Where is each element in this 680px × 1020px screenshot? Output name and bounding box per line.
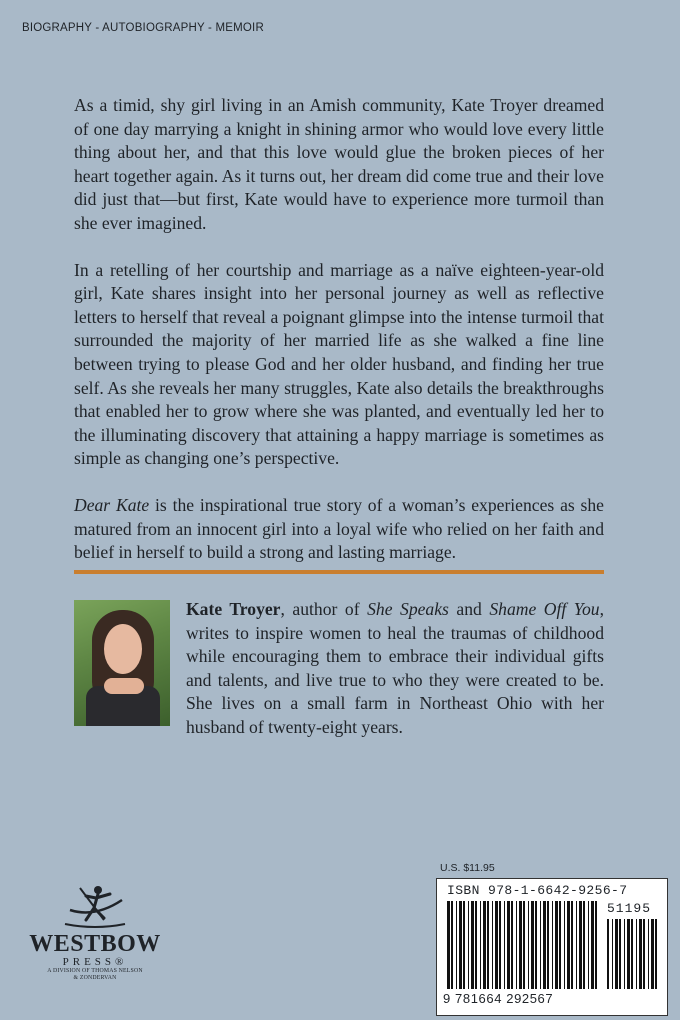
blurb-paragraph-2: In a retelling of her courtship and marriage as a naïve eighteen-year-old girl, Kate shares insight into her personal journey as well as reflective letters to herself that reveal a poignant glimpse into the intense turmoil that surrounded the majority of her married life as she walked a fine line between trying to please God and her older husband, and finding her true self. As she reveals her many struggles, Kate also details the breakthroughs that enabled her to grow where she was planted, and eventually led her to the illuminating discovery that attaining a happy marriage is sometimes as simple as changing one’s perspective. <box>74 259 604 469</box>
divider-rule <box>74 570 604 574</box>
archer-icon <box>60 880 130 930</box>
other-book-2: Shame Off You <box>489 599 600 619</box>
back-cover-blurb <box>74 94 604 588</box>
other-book-1: She Speaks <box>367 599 449 619</box>
category-label: BIOGRAPHY - AUTOBIOGRAPHY - MEMOIR <box>22 22 264 34</box>
barcode-supplement: 51195 <box>607 901 652 916</box>
blurb-paragraph-3-text: is the inspirational true story of a woman’s experiences as she matured from an innocent girl into a loyal wife who relied on her faith and belief in herself to build a strong and lasting marriage. <box>74 494 604 563</box>
book-title: Dear Kate <box>74 494 150 515</box>
isbn-barcode <box>436 878 668 1016</box>
publisher-division-1: A DIVISION OF THOMAS NELSON <box>47 968 143 974</box>
author-bio: Kate Troyer, author of She Speaks and Shame Off You, writes to inspire women to heal the traumas of childhood while encouraging them to embrace their individual gifts and talents, and live true to who they were created to be. She lives on a small farm in Northeast Ohio with her husband of twenty-eight years. <box>186 599 604 737</box>
blurb-paragraph-3 <box>74 494 604 565</box>
publisher-logo <box>20 880 170 1000</box>
barcode-bars <box>447 901 599 991</box>
publisher-brand: WESTBOW <box>29 931 161 957</box>
publisher-press: PRESS® <box>62 956 128 968</box>
blurb-paragraph-1: As a timid, shy girl living in an Amish community, Kate Troyer dreamed of one day marrying a knight in shining armor who would love every little thing about her, and that this love would glue the broken pieces of her heart together again. As it turns out, her dream did come true and their love did just that—but first, Kate would have to experience more turmoil than she ever imagined. <box>74 95 604 233</box>
author-photo <box>74 600 170 726</box>
price-label: U.S. $11.95 <box>440 862 495 874</box>
supplement-bars <box>607 919 659 991</box>
isbn-label: ISBN 978-1-6642-9256-7 <box>447 883 628 898</box>
barcode-digits: 9 781664 292567 <box>443 991 554 1006</box>
publisher-division-2: & ZONDERVAN <box>73 975 117 981</box>
author-name: Kate Troyer <box>186 599 281 619</box>
